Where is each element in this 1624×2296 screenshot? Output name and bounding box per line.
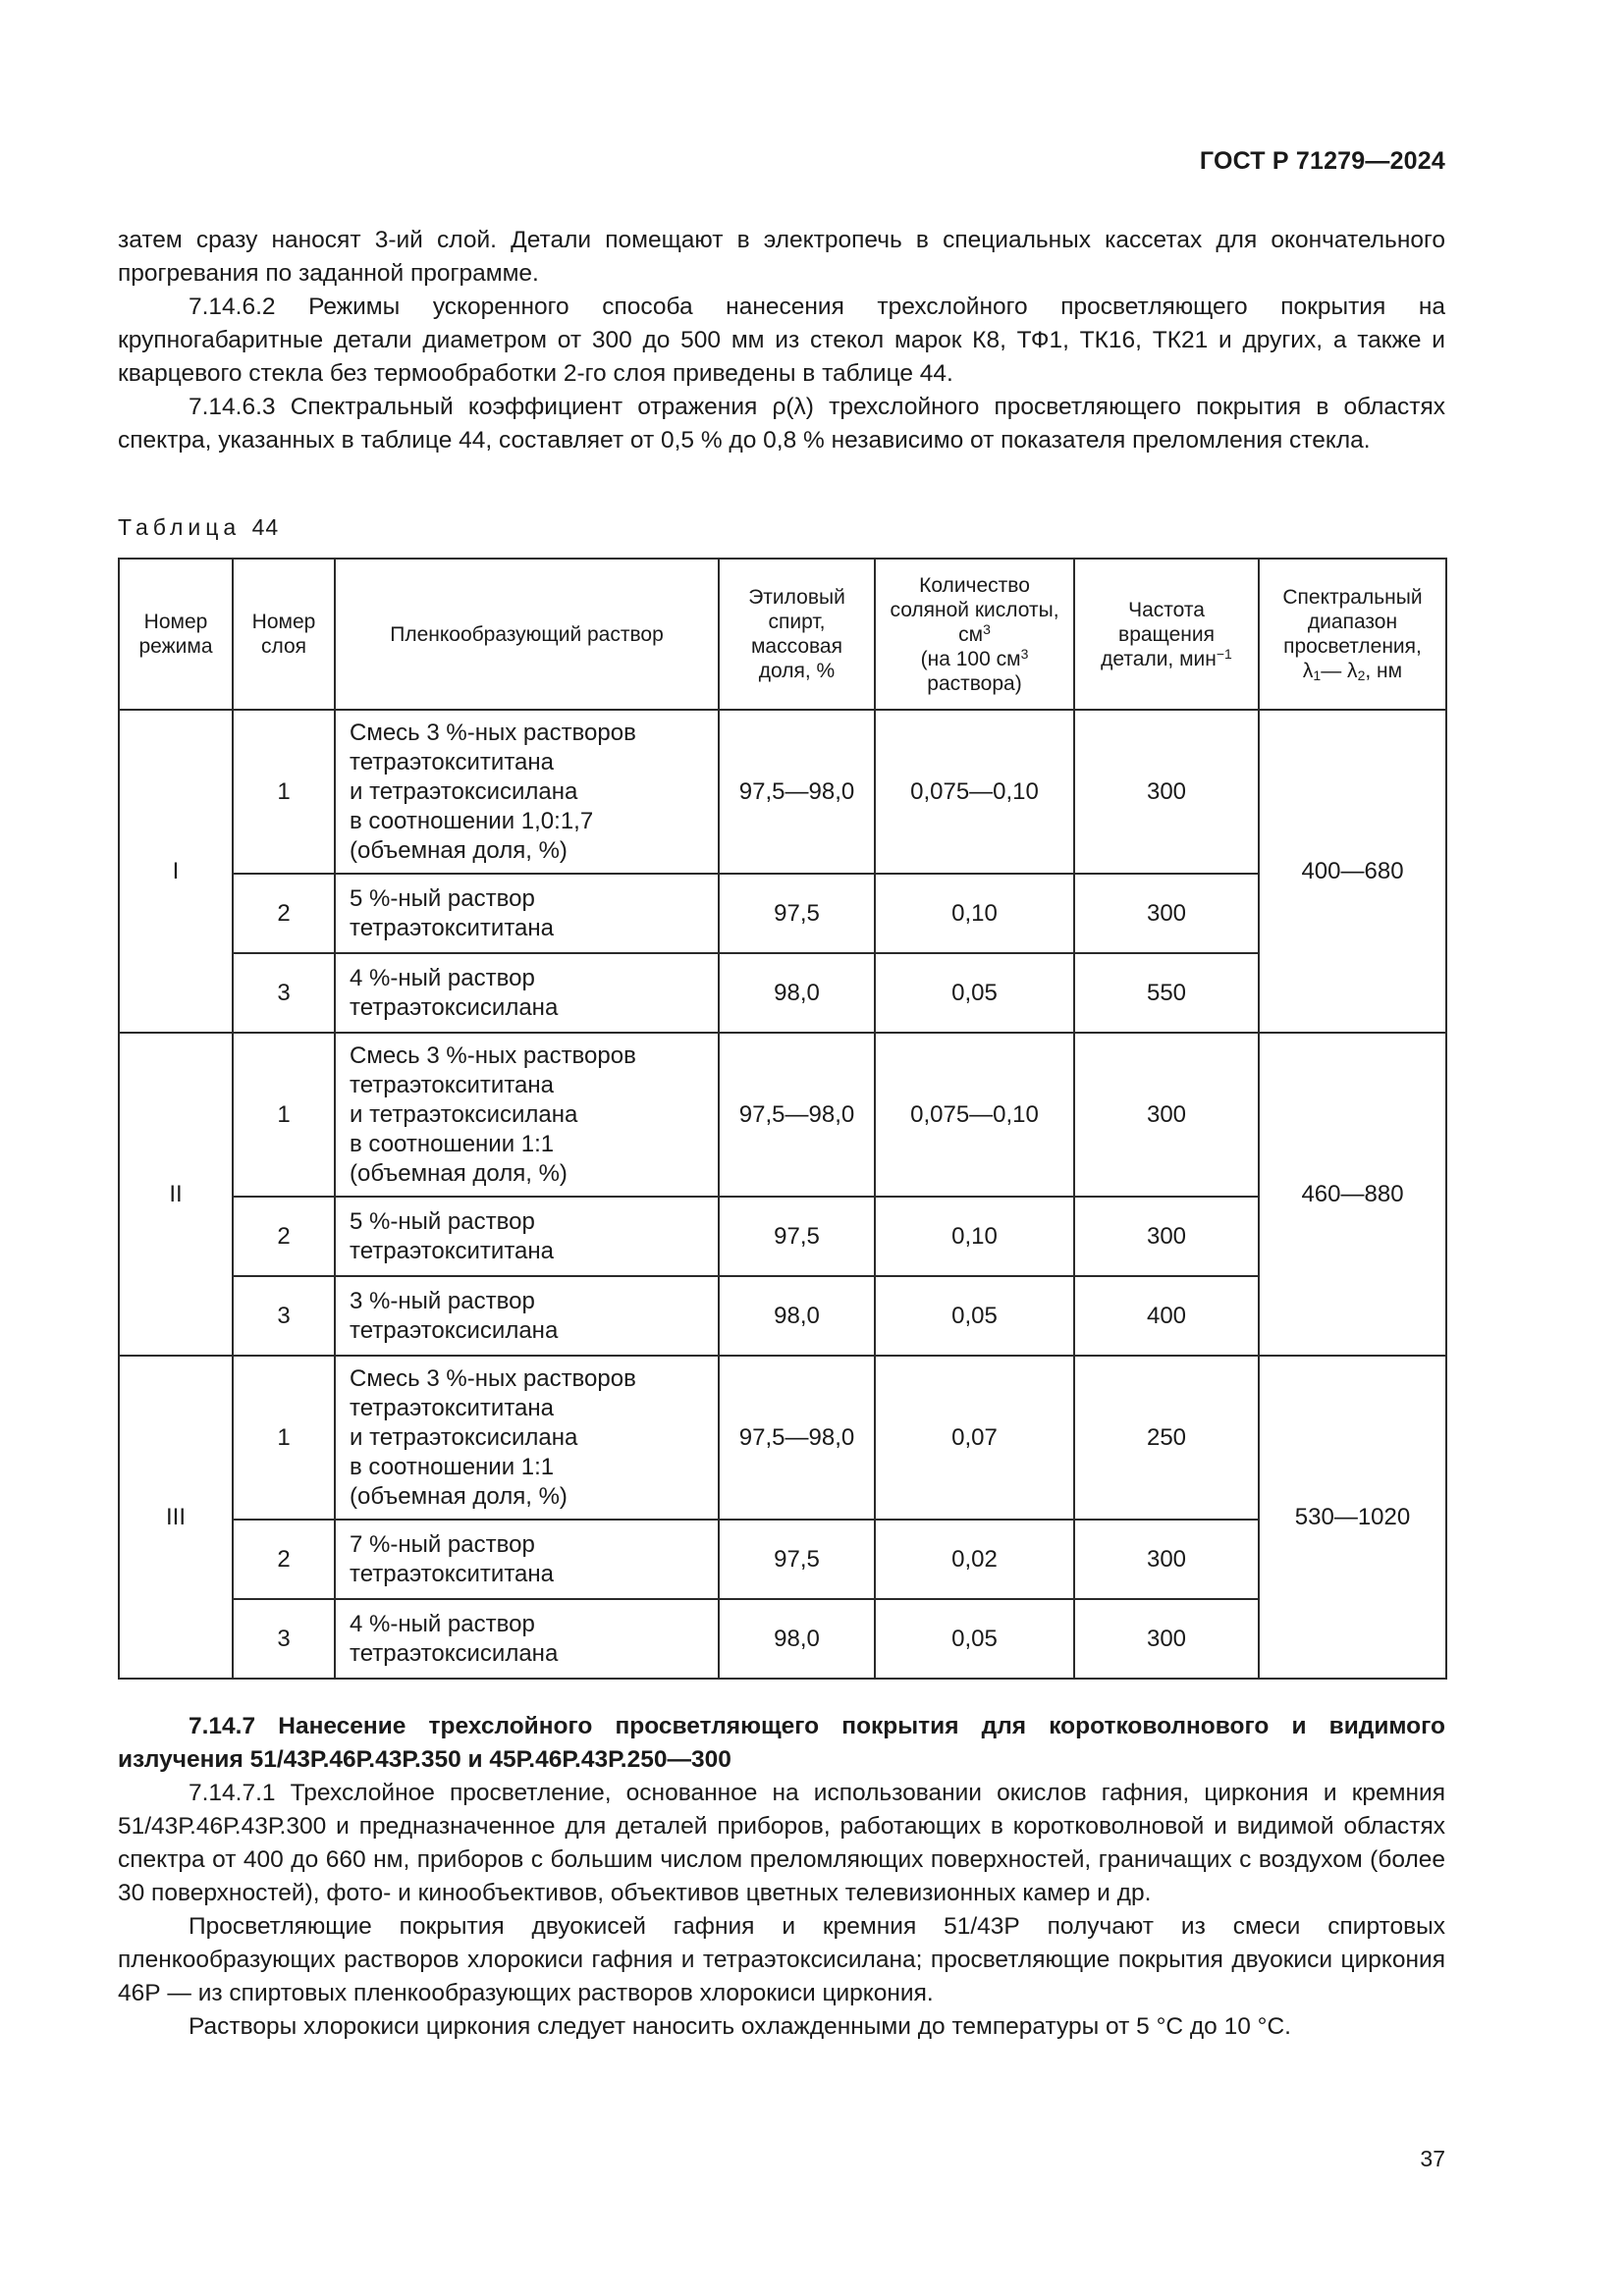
ethanol-cell: 97,5—98,0 xyxy=(719,1033,875,1197)
header-hcl-per: (на 100 см xyxy=(920,647,1021,670)
table-row xyxy=(119,1276,1446,1356)
paragraph: 7.14.6.2 Режимы ускоренного способа нанесения трехслойного просветляющего покрытия на крупногабаритные детали диаметром от 300 до 500 мм из стекол марок К8, ТФ1, ТК16, ТК21 и других, а также и кварцевого стекла без термообработки 2-го слоя приведены в таблице 44. xyxy=(118,294,1445,387)
header-solution: Пленкообразующий раствор xyxy=(335,559,719,710)
freq-cell: 300 xyxy=(1074,1197,1259,1276)
freq-cell: 300 xyxy=(1074,874,1259,953)
hcl-cell: 0,02 xyxy=(875,1520,1074,1599)
mode-cell: II xyxy=(119,1033,233,1356)
range-cell: 530—1020 xyxy=(1259,1356,1446,1679)
freq-cell: 400 xyxy=(1074,1276,1259,1356)
layer-cell: 3 xyxy=(233,953,335,1033)
paragraph: затем сразу наносят 3-ий слой. Детали помещают в электропечь в специальных кассетах для окончательного прогревания по заданной программе. xyxy=(118,227,1445,287)
ethanol-cell: 97,5—98,0 xyxy=(719,1356,875,1520)
freq-cell: 250 xyxy=(1074,1356,1259,1520)
page-number: 37 xyxy=(1420,2146,1445,2171)
table-row xyxy=(119,1520,1446,1599)
solution-cell: 3 %-ный раствор тетраэтоксисилана xyxy=(335,1276,719,1356)
table-header-row xyxy=(119,559,1446,710)
paragraph: Растворы хлорокиси циркония следует наносить охлажденными до температуры от 5 °С до 10 °С. xyxy=(189,2013,1291,2040)
hcl-cell: 0,07 xyxy=(875,1356,1074,1520)
solution-cell: Смесь 3 %-ных растворов тетраэтоксититана и тетраэтоксисилана в соотношении 1:1 (объемная доля, %) xyxy=(335,1033,719,1197)
ethanol-cell: 98,0 xyxy=(719,953,875,1033)
header-hcl-sup: 3 xyxy=(983,620,991,637)
range-cell: 460—880 xyxy=(1259,1033,1446,1356)
table-row xyxy=(119,1197,1446,1276)
mode-cell: III xyxy=(119,1356,233,1679)
layer-cell: 3 xyxy=(233,1599,335,1679)
ethanol-cell: 97,5 xyxy=(719,874,875,953)
freq-cell: 550 xyxy=(1074,953,1259,1033)
header-range-dash: — λ xyxy=(1321,660,1358,682)
ethanol-cell: 97,5 xyxy=(719,1197,875,1276)
table-caption xyxy=(118,514,279,541)
header-freq xyxy=(1074,559,1259,710)
paragraph: Просветляющие покрытия двуокисей гафния и кремния 51/43Р получают из смеси спиртовых пленкообразующих растворов хлорокиси гафния и тетраэтоксисилана; просветляющие покрытия двуокиси циркония 46Р — из спиртовых пленкообразующих растворов хлорокиси циркония. xyxy=(118,1913,1445,2006)
header-range xyxy=(1259,559,1446,710)
top-text-block xyxy=(118,224,1445,457)
section-text-block xyxy=(118,1710,1445,2044)
table-row xyxy=(119,874,1446,953)
paragraph: 7.14.6.3 Спектральный коэффициент отражения ρ(λ) трехслойного просветляющего покрытия в областях спектра, указанных в таблице 44, составляет от 0,5 % до 0,8 % независимо от показателя преломления стекла. xyxy=(118,394,1445,454)
document-header: ГОСТ Р 71279—2024 xyxy=(1199,147,1445,175)
header-range-text: Спектральный диапазон просветления, xyxy=(1282,586,1423,658)
ethanol-cell: 97,5 xyxy=(719,1520,875,1599)
ethanol-cell: 97,5—98,0 xyxy=(719,710,875,874)
layer-cell: 2 xyxy=(233,874,335,953)
freq-cell: 300 xyxy=(1074,710,1259,874)
mode-cell: I xyxy=(119,710,233,1033)
header-hcl xyxy=(875,559,1074,710)
ethanol-cell: 98,0 xyxy=(719,1276,875,1356)
layer-cell: 1 xyxy=(233,1033,335,1197)
hcl-cell: 0,075—0,10 xyxy=(875,1033,1074,1197)
header-range-l1: λ xyxy=(1302,660,1314,682)
header-freq-text: Частота вращения детали, мин xyxy=(1101,598,1217,670)
header-hcl-text: Количество соляной кислоты, см xyxy=(890,573,1059,646)
solution-cell: Смесь 3 %-ных растворов тетраэтоксититана и тетраэтоксисилана в соотношении 1,0:1,7 (объемная доля, %) xyxy=(335,710,719,874)
freq-cell: 300 xyxy=(1074,1520,1259,1599)
table-row xyxy=(119,1599,1446,1679)
header-range-s1: 1 xyxy=(1313,667,1322,683)
solution-cell: 4 %-ный раствор тетраэтоксисилана xyxy=(335,953,719,1033)
table-row xyxy=(119,710,1446,874)
header-hcl-per-sup: 3 xyxy=(1020,645,1029,662)
table-number: 44 xyxy=(251,514,280,540)
paragraph: 7.14.7.1 Трехслойное просветление, основанное на использовании окислов гафния, циркония и кремния 51/43Р.46Р.43Р.300 и предназначенное для деталей приборов, работающих в коротковолновой и видимой областях спектра от 400 до 660 нм, приборов с большим числом преломляющих поверхностей, граничащих с воздухом (более 30 поверхностей), фото- и кинообъективов, объективов цветных телевизионных камер и др. xyxy=(118,1780,1445,1906)
table-row xyxy=(119,953,1446,1033)
header-hcl-end: раствора) xyxy=(927,671,1022,695)
solution-cell: 7 %-ный раствор тетраэтоксититана xyxy=(335,1520,719,1599)
header-range-s2: 2 xyxy=(1357,667,1366,683)
header-layer: Номер слоя xyxy=(233,559,335,710)
layer-cell: 3 xyxy=(233,1276,335,1356)
table-caption-label: Таблица xyxy=(118,514,242,540)
header-mode: Номер режима xyxy=(119,559,233,710)
hcl-cell: 0,10 xyxy=(875,1197,1074,1276)
ethanol-cell: 98,0 xyxy=(719,1599,875,1679)
range-cell: 400—680 xyxy=(1259,710,1446,1033)
layer-cell: 1 xyxy=(233,710,335,874)
layer-cell: 2 xyxy=(233,1197,335,1276)
hcl-cell: 0,05 xyxy=(875,953,1074,1033)
solution-cell: 4 %-ный раствор тетраэтоксисилана xyxy=(335,1599,719,1679)
solution-cell: 5 %-ный раствор тетраэтоксититана xyxy=(335,1197,719,1276)
hcl-cell: 0,05 xyxy=(875,1599,1074,1679)
modes-table xyxy=(118,558,1447,1680)
hcl-cell: 0,10 xyxy=(875,874,1074,953)
freq-cell: 300 xyxy=(1074,1599,1259,1679)
header-freq-sup: −1 xyxy=(1216,645,1232,662)
solution-cell: 5 %-ный раствор тетраэтоксититана xyxy=(335,874,719,953)
header-ethanol: Этиловый спирт, массовая доля, % xyxy=(719,559,875,710)
hcl-cell: 0,05 xyxy=(875,1276,1074,1356)
header-range-unit: , нм xyxy=(1365,660,1403,682)
solution-cell: Смесь 3 %-ных растворов тетраэтоксититана и тетраэтоксисилана в соотношении 1:1 (объемная доля, %) xyxy=(335,1356,719,1520)
section-heading: 7.14.7 Нанесение трехслойного просветляющего покрытия для коротковолнового и видимого излучения 51/43Р.46Р.43Р.350 и 45Р.46Р.43Р.250—300 xyxy=(118,1713,1445,1773)
hcl-cell: 0,075—0,10 xyxy=(875,710,1074,874)
table-row xyxy=(119,1033,1446,1197)
freq-cell: 300 xyxy=(1074,1033,1259,1197)
table-row xyxy=(119,1356,1446,1520)
layer-cell: 2 xyxy=(233,1520,335,1599)
layer-cell: 1 xyxy=(233,1356,335,1520)
